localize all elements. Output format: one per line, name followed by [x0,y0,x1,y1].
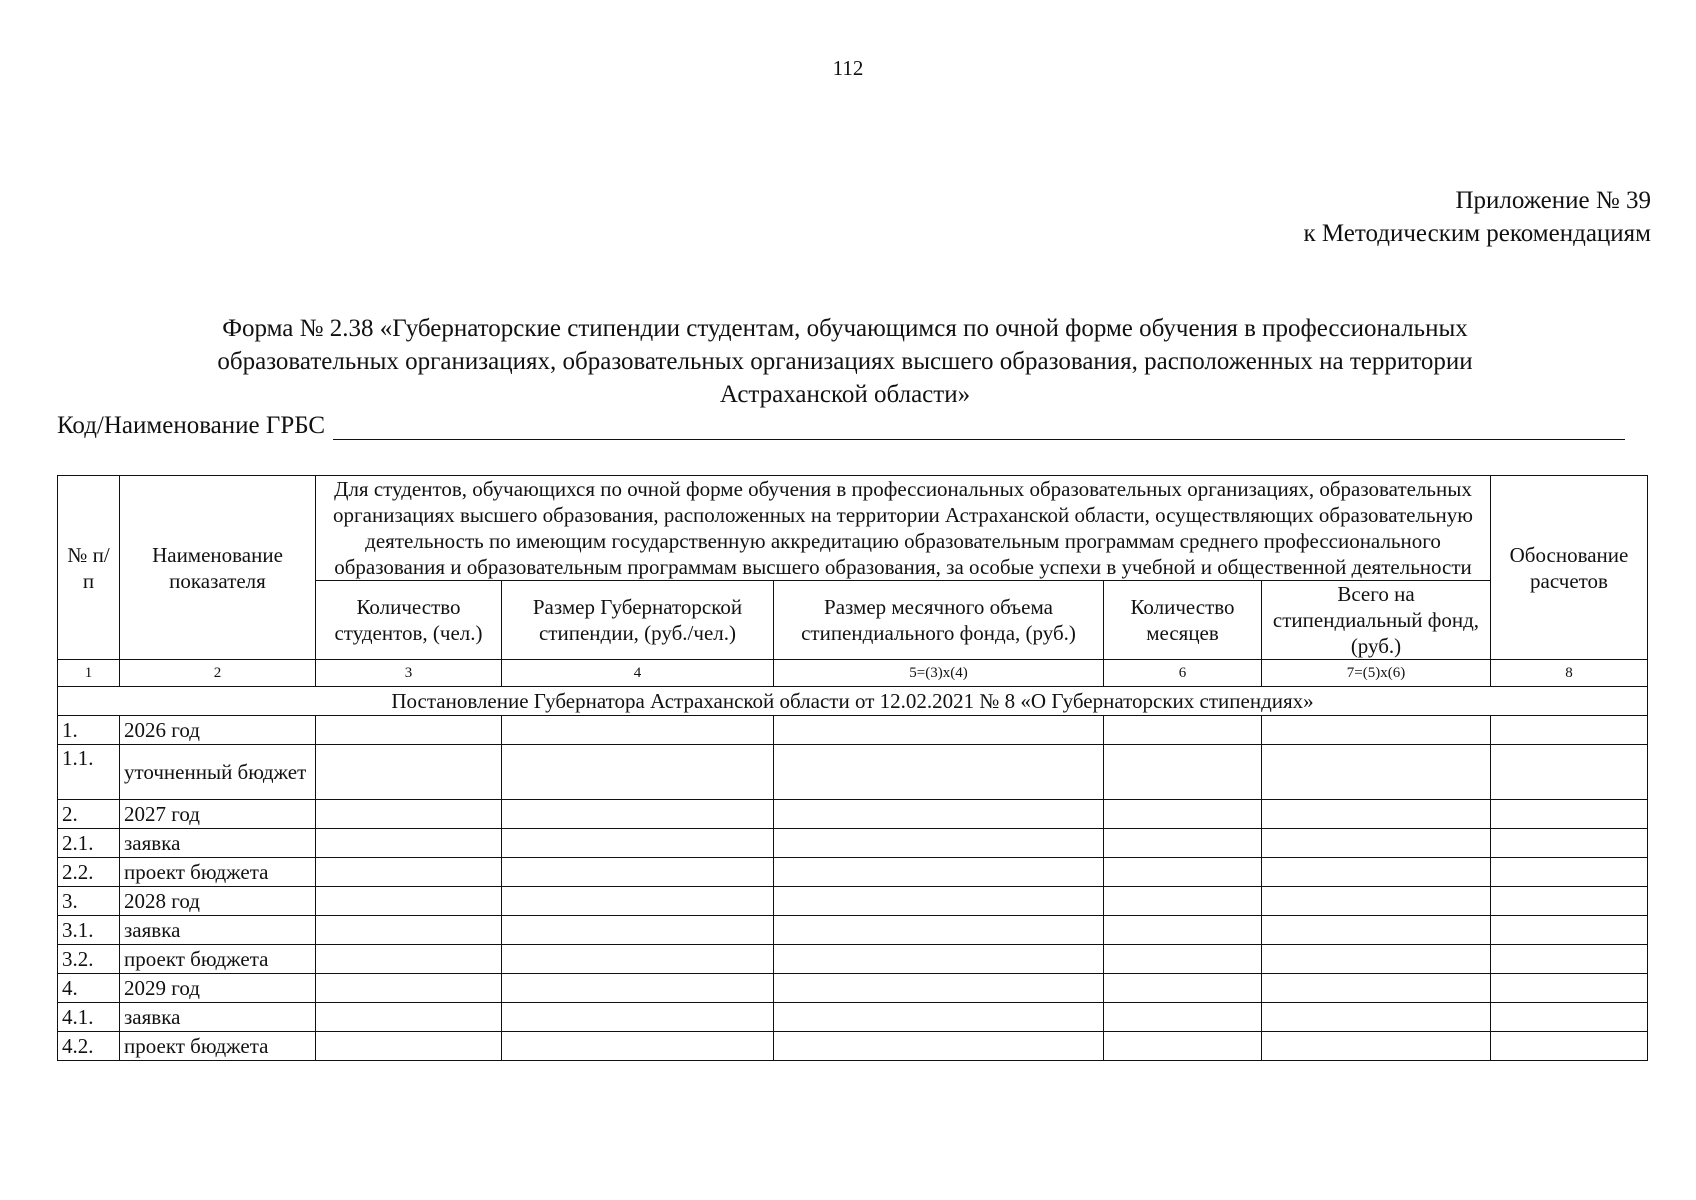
column-number: 7=(5)х(6) [1262,660,1491,687]
header-monthly-fund: Размер месячного объема стипендиального фонда, (руб.) [774,581,1104,660]
row-num: 4. [58,974,120,1003]
row-name: проект бюджета [120,1032,316,1061]
row-name: заявка [120,829,316,858]
cell-input[interactable] [1104,745,1262,800]
cell-input[interactable] [1491,829,1648,858]
column-number: 3 [316,660,502,687]
column-number: 6 [1104,660,1262,687]
cell-input[interactable] [1491,716,1648,745]
cell-input[interactable] [1104,800,1262,829]
row-num: 4.1. [58,1003,120,1032]
row-num: 3.2. [58,945,120,974]
cell-input[interactable] [1491,800,1648,829]
row-name: заявка [120,1003,316,1032]
table-row [58,716,1648,745]
cell-input[interactable] [774,974,1104,1003]
cell-input[interactable] [316,800,502,829]
cell-input[interactable] [502,716,774,745]
cell-input[interactable] [1491,1003,1648,1032]
page-number: 112 [832,56,864,80]
cell-input[interactable] [774,916,1104,945]
row-num: 4.2. [58,1032,120,1061]
table-row [58,887,1648,916]
row-name: 2029 год [120,974,316,1003]
cell-input[interactable] [316,1032,502,1061]
column-number: 1 [58,660,120,687]
grbs-label: Код/Наименование ГРБС [57,412,326,439]
column-number-row [58,660,1648,687]
column-number: 2 [120,660,316,687]
table-row [58,745,1648,800]
cell-input[interactable] [1104,1003,1262,1032]
cell-input[interactable] [1104,716,1262,745]
row-num: 1.1. [58,745,120,800]
row-num: 3. [58,887,120,916]
cell-input[interactable] [502,887,774,916]
appendix-line-1: Приложение № 39 [1455,187,1651,214]
cell-input[interactable] [316,716,502,745]
cell-input[interactable] [316,1003,502,1032]
form-title [60,312,1630,411]
row-num: 2.1. [58,829,120,858]
cell-input[interactable] [502,1032,774,1061]
cell-input[interactable] [1262,916,1491,945]
row-name: уточненный бюджет [120,745,316,800]
cell-input[interactable] [502,1003,774,1032]
header-total-fund: Всего на стипендиальный фонд, (руб.) [1262,581,1491,660]
appendix-block [1303,184,1651,250]
row-num: 2.2. [58,858,120,887]
header-row-1 [58,476,1648,581]
table-row [58,945,1648,974]
cell-input[interactable] [316,745,502,800]
cell-input[interactable] [774,887,1104,916]
header-scholarship-size: Размер Губернаторской стипендии, (руб./чел.) [502,581,774,660]
cell-input[interactable] [1491,1032,1648,1061]
cell-input[interactable] [316,974,502,1003]
cell-input[interactable] [1104,1032,1262,1061]
table-row [58,1003,1648,1032]
form-title-line-1: Форма № 2.38 «Губернаторские стипендии студентам, обучающимся по очной форме обучения в профессиональных [222,315,1468,342]
cell-input[interactable] [1104,829,1262,858]
cell-input[interactable] [316,916,502,945]
cell-input[interactable] [1491,945,1648,974]
table-row [58,1032,1648,1061]
cell-input[interactable] [1262,945,1491,974]
row-name: 2027 год [120,800,316,829]
row-name: 2026 год [120,716,316,745]
appendix-line-2: к Методическим рекомендациям [1303,220,1651,247]
cell-input[interactable] [502,800,774,829]
cell-input[interactable] [316,887,502,916]
cell-input[interactable] [1262,1032,1491,1061]
cell-input[interactable] [774,858,1104,887]
cell-input[interactable] [316,829,502,858]
cell-input[interactable] [1262,858,1491,887]
cell-input[interactable] [1262,800,1491,829]
header-students-count: Количество студентов, (чел.) [316,581,502,660]
header-name: Наименование показателя [120,476,316,660]
grbs-input-line[interactable] [333,413,1625,440]
cell-input[interactable] [774,945,1104,974]
cell-input[interactable] [774,1032,1104,1061]
cell-input[interactable] [1262,1003,1491,1032]
cell-input[interactable] [774,716,1104,745]
cell-input[interactable] [774,800,1104,829]
row-num: 2. [58,800,120,829]
cell-input[interactable] [774,1003,1104,1032]
table-row [58,858,1648,887]
row-name: 2028 год [120,887,316,916]
column-number: 8 [1491,660,1648,687]
table-row [58,800,1648,829]
header-justification: Обоснование расчетов [1491,476,1648,660]
cell-input[interactable] [1262,974,1491,1003]
cell-input[interactable] [502,829,774,858]
cell-input[interactable] [1104,858,1262,887]
cell-input[interactable] [1262,829,1491,858]
cell-input[interactable] [1104,974,1262,1003]
grbs-field [57,412,1637,440]
cell-input[interactable] [316,945,502,974]
column-number: 5=(3)х(4) [774,660,1104,687]
cell-input[interactable] [502,745,774,800]
cell-input[interactable] [1104,916,1262,945]
cell-input[interactable] [1491,858,1648,887]
header-months-count: Количество месяцев [1104,581,1262,660]
cell-input[interactable] [774,745,1104,800]
form-title-line-2: образовательных организациях, образовательных организациях высшего образования, расположенных на территории [217,348,1473,375]
cell-input[interactable] [316,858,502,887]
header-num: № п/п [58,476,120,660]
table-row [58,974,1648,1003]
table-row [58,916,1648,945]
cell-input[interactable] [1491,974,1648,1003]
cell-input[interactable] [1491,887,1648,916]
cell-input[interactable] [1491,916,1648,945]
form-title-line-3: Астраханской области» [719,381,971,408]
section-title: Постановление Губернатора Астраханской области от 12.02.2021 № 8 «О Губернаторских стипендиях» [58,687,1648,716]
cell-input[interactable] [502,916,774,945]
cell-input[interactable] [1262,887,1491,916]
column-number: 4 [502,660,774,687]
row-num: 1. [58,716,120,745]
table-row [58,829,1648,858]
cell-input[interactable] [774,829,1104,858]
row-num: 3.1. [58,916,120,945]
section-row [58,687,1648,716]
cell-input[interactable] [502,974,774,1003]
cell-input[interactable] [502,858,774,887]
cell-input[interactable] [1262,745,1491,800]
header-group: Для студентов, обучающихся по очной форме обучения в профессиональных образовательных организациях, образовательных организациях высшего образования, расположенных на территории Астраханской области, осуществляющих образовательную деятельность по имеющим государственную аккредитацию образовательным программам среднего профессионального образования и образовательным программам высшего образования, за особые успехи в учебной и общественной деятельности [316,476,1491,581]
cell-input[interactable] [1104,945,1262,974]
cell-input[interactable] [1262,716,1491,745]
row-name: заявка [120,916,316,945]
scholarship-table [57,475,1648,1061]
cell-input[interactable] [1104,887,1262,916]
row-name: проект бюджета [120,945,316,974]
row-name: проект бюджета [120,858,316,887]
cell-input[interactable] [502,945,774,974]
cell-input[interactable] [1491,745,1648,800]
